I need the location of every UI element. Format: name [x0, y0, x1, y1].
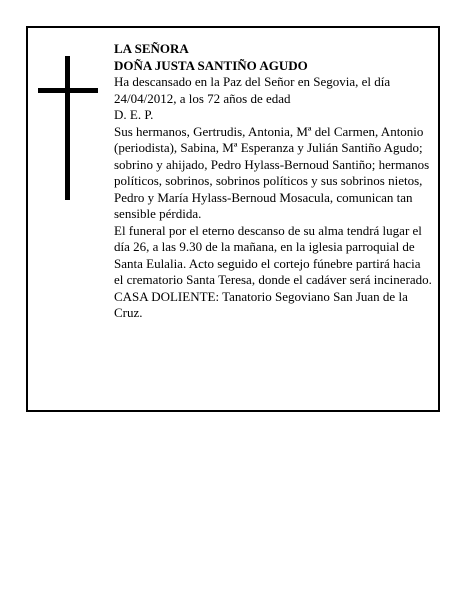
death-announcement: Ha descansado en la Paz del Señor en Segovia, el día 24/04/2012, a los 72 años de edad — [114, 74, 391, 106]
obituary-notice — [26, 26, 440, 412]
rip-line: D. E. P. — [114, 107, 154, 122]
notice-title-line2: DOÑA JUSTA SANTIÑO AGUDO — [114, 57, 308, 73]
family-announcement: Sus hermanos, Gertrudis, Antonia, Mª del Carmen, Antonio (periodista), Sabina, Mª Esperanza y Julián Santiño Agudo; sobrino y ahijado, Pedro Hylass-Bernoud Santiño; hermanos políticos, sobrinos, sobrinos políticos y sus sobrinos nietos, Pedro y María Hylass-Bernoud Mosacula, comunican tan sensible pérdida. — [114, 123, 430, 221]
notice-title-line1: LA SEÑORA — [114, 41, 189, 56]
cross-horizontal-bar — [38, 88, 98, 93]
cross-icon — [38, 56, 98, 200]
notice-text — [114, 41, 432, 322]
cross-vertical-bar — [65, 56, 70, 200]
funeral-details: El funeral por el eterno descanso de su alma tendrá lugar el día 26, a las 9.30 de la mañana, en la iglesia parroquial de Santa Eulalia. Acto seguido el cortejo fúnebre partirá hacia el crematorio Santa Teresa, donde el cadáver será incinerado. — [114, 222, 432, 287]
casa-doliente: CASA DOLIENTE: Tanatorio Segoviano San Juan de la Cruz. — [114, 288, 408, 320]
